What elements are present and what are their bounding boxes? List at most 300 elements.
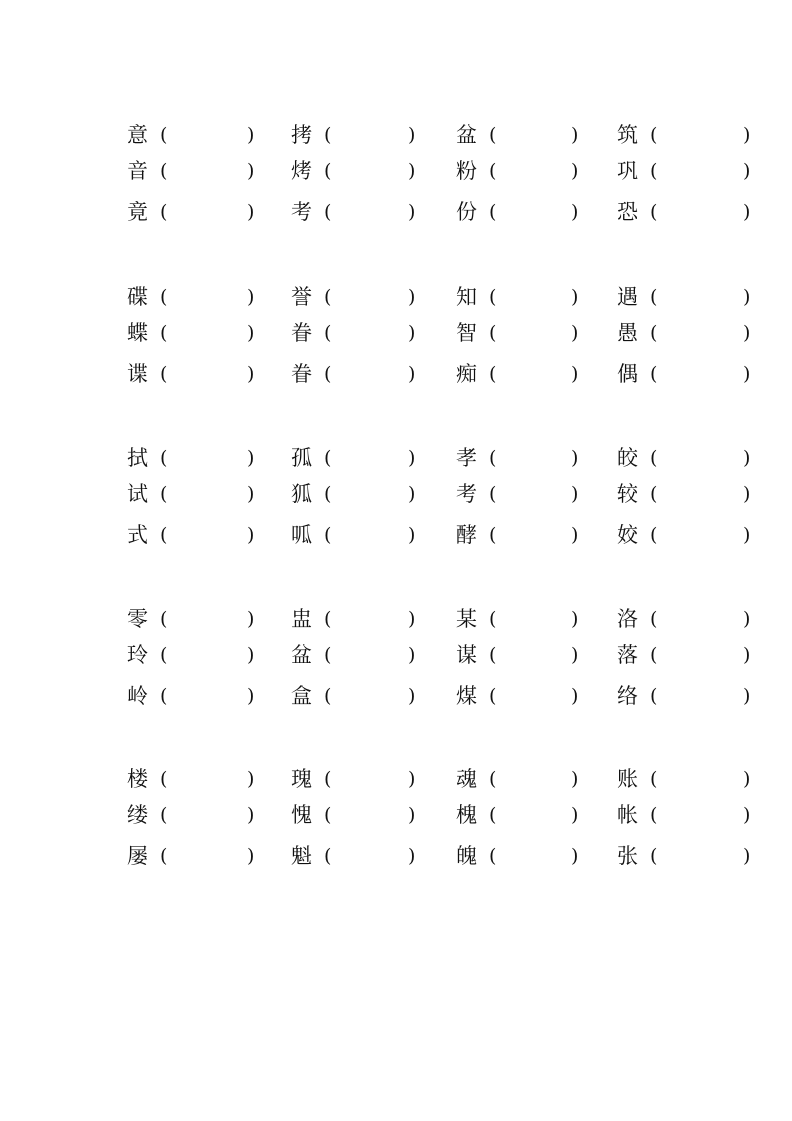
character-cell bbox=[456, 843, 616, 873]
pinyin-blank[interactable] bbox=[339, 524, 402, 548]
character-cell bbox=[617, 766, 777, 796]
pinyin-blank[interactable] bbox=[665, 768, 737, 792]
paren-open: ( bbox=[160, 322, 168, 344]
pinyin-blank[interactable] bbox=[175, 447, 241, 471]
hanzi-character: 烤 bbox=[291, 159, 312, 183]
character-cell bbox=[291, 606, 451, 636]
pinyin-blank[interactable] bbox=[504, 845, 565, 869]
paren-close: ) bbox=[408, 524, 416, 546]
paren-close: ) bbox=[743, 160, 751, 182]
character-cell bbox=[456, 642, 616, 672]
paren-close: ) bbox=[743, 322, 751, 344]
pinyin-blank[interactable] bbox=[339, 286, 402, 310]
paren-close: ) bbox=[571, 524, 579, 546]
paren-close: ) bbox=[408, 768, 416, 790]
paren-close: ) bbox=[743, 685, 751, 707]
paren-open: ( bbox=[650, 483, 658, 505]
pinyin-blank[interactable] bbox=[339, 447, 402, 471]
character-cell bbox=[617, 199, 777, 229]
paren-close: ) bbox=[408, 483, 416, 505]
hanzi-character: 姣 bbox=[617, 523, 638, 547]
hanzi-character: 意 bbox=[127, 123, 148, 147]
hanzi-character: 煤 bbox=[456, 684, 477, 708]
character-cell bbox=[291, 843, 451, 873]
pinyin-blank[interactable] bbox=[175, 483, 241, 507]
character-cell bbox=[617, 606, 777, 636]
pinyin-blank[interactable] bbox=[339, 201, 402, 225]
hanzi-character: 蝶 bbox=[127, 321, 148, 345]
paren-close: ) bbox=[247, 286, 255, 308]
hanzi-character: 考 bbox=[456, 482, 477, 506]
character-cell bbox=[291, 802, 451, 832]
pinyin-blank[interactable] bbox=[504, 804, 565, 828]
pinyin-blank[interactable] bbox=[665, 363, 737, 387]
hanzi-character: 瑰 bbox=[291, 767, 312, 791]
hanzi-character: 某 bbox=[456, 607, 477, 631]
hanzi-character: 魂 bbox=[456, 767, 477, 791]
paren-close: ) bbox=[571, 644, 579, 666]
pinyin-blank[interactable] bbox=[339, 363, 402, 387]
paren-close: ) bbox=[408, 685, 416, 707]
paren-close: ) bbox=[743, 768, 751, 790]
paren-close: ) bbox=[247, 845, 255, 867]
hanzi-character: 智 bbox=[456, 321, 477, 345]
paren-close: ) bbox=[408, 845, 416, 867]
character-cell bbox=[456, 320, 616, 350]
hanzi-character: 谍 bbox=[127, 362, 148, 386]
paren-open: ( bbox=[160, 768, 168, 790]
paren-close: ) bbox=[247, 804, 255, 826]
paren-close: ) bbox=[247, 685, 255, 707]
paren-open: ( bbox=[650, 608, 658, 630]
paren-close: ) bbox=[408, 286, 416, 308]
character-cell bbox=[291, 284, 451, 314]
paren-close: ) bbox=[247, 644, 255, 666]
pinyin-blank[interactable] bbox=[504, 768, 565, 792]
pinyin-blank[interactable] bbox=[504, 160, 565, 184]
paren-open: ( bbox=[160, 845, 168, 867]
hanzi-character: 屡 bbox=[127, 844, 148, 868]
character-cell bbox=[456, 361, 616, 391]
paren-close: ) bbox=[408, 644, 416, 666]
paren-close: ) bbox=[408, 804, 416, 826]
character-cell bbox=[456, 122, 616, 152]
character-cell bbox=[127, 361, 287, 391]
hanzi-character: 孝 bbox=[456, 446, 477, 470]
character-cell bbox=[291, 642, 451, 672]
pinyin-blank[interactable] bbox=[339, 322, 402, 346]
paren-open: ( bbox=[489, 483, 497, 505]
pinyin-blank[interactable] bbox=[339, 483, 402, 507]
character-cell bbox=[127, 481, 287, 511]
character-cell bbox=[127, 199, 287, 229]
paren-close: ) bbox=[247, 447, 255, 469]
paren-open: ( bbox=[489, 804, 497, 826]
hanzi-character: 眷 bbox=[291, 362, 312, 386]
pinyin-blank[interactable] bbox=[504, 363, 565, 387]
pinyin-blank[interactable] bbox=[175, 804, 241, 828]
hanzi-character: 酵 bbox=[456, 523, 477, 547]
paren-open: ( bbox=[489, 644, 497, 666]
pinyin-blank[interactable] bbox=[665, 124, 737, 148]
hanzi-character: 痴 bbox=[456, 362, 477, 386]
paren-close: ) bbox=[571, 685, 579, 707]
hanzi-character: 呱 bbox=[291, 523, 312, 547]
pinyin-blank[interactable] bbox=[665, 201, 737, 225]
paren-close: ) bbox=[571, 804, 579, 826]
paren-close: ) bbox=[743, 363, 751, 385]
hanzi-character: 偶 bbox=[617, 362, 638, 386]
paren-close: ) bbox=[743, 124, 751, 146]
paren-close: ) bbox=[247, 524, 255, 546]
character-cell bbox=[617, 522, 777, 552]
pinyin-blank[interactable] bbox=[665, 644, 737, 668]
hanzi-character: 考 bbox=[291, 200, 312, 224]
paren-open: ( bbox=[160, 286, 168, 308]
pinyin-blank[interactable] bbox=[339, 804, 402, 828]
paren-close: ) bbox=[743, 201, 751, 223]
paren-close: ) bbox=[743, 644, 751, 666]
character-cell bbox=[291, 199, 451, 229]
paren-close: ) bbox=[408, 124, 416, 146]
character-cell bbox=[127, 843, 287, 873]
pinyin-blank[interactable] bbox=[175, 768, 241, 792]
hanzi-character: 槐 bbox=[456, 803, 477, 827]
pinyin-blank[interactable] bbox=[504, 124, 565, 148]
pinyin-blank[interactable] bbox=[175, 201, 241, 225]
pinyin-blank[interactable] bbox=[175, 644, 241, 668]
pinyin-blank[interactable] bbox=[665, 483, 737, 507]
paren-open: ( bbox=[650, 322, 658, 344]
hanzi-character: 落 bbox=[617, 643, 638, 667]
pinyin-blank[interactable] bbox=[504, 524, 565, 548]
character-cell bbox=[291, 320, 451, 350]
character-cell bbox=[456, 606, 616, 636]
pinyin-blank[interactable] bbox=[175, 322, 241, 346]
hanzi-character: 拭 bbox=[127, 446, 148, 470]
hanzi-character: 恐 bbox=[617, 200, 638, 224]
character-cell bbox=[291, 158, 451, 188]
character-cell bbox=[291, 522, 451, 552]
character-cell bbox=[127, 284, 287, 314]
pinyin-blank[interactable] bbox=[504, 685, 565, 709]
pinyin-blank[interactable] bbox=[175, 524, 241, 548]
character-cell bbox=[617, 843, 777, 873]
pinyin-blank[interactable] bbox=[175, 845, 241, 869]
pinyin-blank[interactable] bbox=[175, 608, 241, 632]
hanzi-character: 帐 bbox=[617, 803, 638, 827]
pinyin-blank[interactable] bbox=[175, 685, 241, 709]
hanzi-character: 知 bbox=[456, 285, 477, 309]
paren-open: ( bbox=[489, 608, 497, 630]
pinyin-blank[interactable] bbox=[665, 608, 737, 632]
pinyin-blank[interactable] bbox=[504, 286, 565, 310]
character-cell bbox=[456, 284, 616, 314]
paren-close: ) bbox=[247, 363, 255, 385]
hanzi-character: 竟 bbox=[127, 200, 148, 224]
character-cell bbox=[617, 158, 777, 188]
paren-open: ( bbox=[650, 804, 658, 826]
paren-open: ( bbox=[489, 447, 497, 469]
paren-close: ) bbox=[247, 201, 255, 223]
character-cell bbox=[127, 642, 287, 672]
paren-close: ) bbox=[571, 483, 579, 505]
character-cell bbox=[127, 320, 287, 350]
paren-open: ( bbox=[489, 322, 497, 344]
hanzi-character: 份 bbox=[456, 200, 477, 224]
paren-close: ) bbox=[571, 124, 579, 146]
paren-close: ) bbox=[743, 483, 751, 505]
paren-close: ) bbox=[408, 201, 416, 223]
pinyin-blank[interactable] bbox=[339, 845, 402, 869]
hanzi-character: 巩 bbox=[617, 159, 638, 183]
paren-close: ) bbox=[408, 608, 416, 630]
pinyin-blank[interactable] bbox=[339, 124, 402, 148]
pinyin-blank[interactable] bbox=[339, 768, 402, 792]
paren-open: ( bbox=[160, 363, 168, 385]
pinyin-blank[interactable] bbox=[665, 322, 737, 346]
hanzi-character: 狐 bbox=[291, 482, 312, 506]
paren-close: ) bbox=[247, 160, 255, 182]
hanzi-character: 式 bbox=[127, 523, 148, 547]
paren-open: ( bbox=[160, 124, 168, 146]
paren-open: ( bbox=[489, 685, 497, 707]
character-cell bbox=[617, 122, 777, 152]
paren-open: ( bbox=[650, 160, 658, 182]
character-cell bbox=[617, 445, 777, 475]
pinyin-blank[interactable] bbox=[339, 644, 402, 668]
character-cell bbox=[291, 683, 451, 713]
paren-open: ( bbox=[324, 644, 332, 666]
pinyin-blank[interactable] bbox=[504, 447, 565, 471]
pinyin-blank[interactable] bbox=[665, 845, 737, 869]
paren-open: ( bbox=[324, 201, 332, 223]
paren-open: ( bbox=[160, 804, 168, 826]
paren-open: ( bbox=[324, 608, 332, 630]
character-cell bbox=[127, 606, 287, 636]
hanzi-character: 眷 bbox=[291, 321, 312, 345]
hanzi-character: 皎 bbox=[617, 446, 638, 470]
paren-open: ( bbox=[650, 447, 658, 469]
character-cell bbox=[456, 766, 616, 796]
pinyin-blank[interactable] bbox=[175, 124, 241, 148]
hanzi-character: 碟 bbox=[127, 285, 148, 309]
pinyin-blank[interactable] bbox=[665, 447, 737, 471]
pinyin-blank[interactable] bbox=[175, 286, 241, 310]
paren-close: ) bbox=[571, 608, 579, 630]
pinyin-blank[interactable] bbox=[175, 363, 241, 387]
paren-open: ( bbox=[324, 447, 332, 469]
pinyin-blank[interactable] bbox=[665, 804, 737, 828]
character-cell bbox=[127, 158, 287, 188]
character-cell bbox=[291, 481, 451, 511]
character-cell bbox=[456, 522, 616, 552]
pinyin-blank[interactable] bbox=[339, 160, 402, 184]
hanzi-character: 谋 bbox=[456, 643, 477, 667]
paren-close: ) bbox=[247, 322, 255, 344]
pinyin-blank[interactable] bbox=[665, 286, 737, 310]
paren-open: ( bbox=[650, 768, 658, 790]
paren-open: ( bbox=[650, 685, 658, 707]
hanzi-character: 愚 bbox=[617, 321, 638, 345]
paren-open: ( bbox=[650, 201, 658, 223]
paren-open: ( bbox=[489, 524, 497, 546]
hanzi-character: 洛 bbox=[617, 607, 638, 631]
paren-close: ) bbox=[408, 160, 416, 182]
paren-open: ( bbox=[160, 685, 168, 707]
hanzi-character: 缕 bbox=[127, 803, 148, 827]
paren-close: ) bbox=[743, 845, 751, 867]
hanzi-character: 络 bbox=[617, 684, 638, 708]
pinyin-blank[interactable] bbox=[339, 685, 402, 709]
character-cell bbox=[617, 642, 777, 672]
paren-open: ( bbox=[160, 644, 168, 666]
hanzi-character: 粉 bbox=[456, 159, 477, 183]
paren-open: ( bbox=[324, 768, 332, 790]
paren-open: ( bbox=[489, 124, 497, 146]
hanzi-character: 筑 bbox=[617, 123, 638, 147]
hanzi-character: 遇 bbox=[617, 285, 638, 309]
hanzi-character: 音 bbox=[127, 159, 148, 183]
hanzi-character: 盅 bbox=[291, 607, 312, 631]
hanzi-character: 愧 bbox=[291, 803, 312, 827]
character-cell bbox=[291, 361, 451, 391]
paren-close: ) bbox=[571, 447, 579, 469]
paren-open: ( bbox=[489, 363, 497, 385]
paren-open: ( bbox=[324, 524, 332, 546]
paren-open: ( bbox=[160, 483, 168, 505]
paren-close: ) bbox=[247, 483, 255, 505]
hanzi-character: 玲 bbox=[127, 643, 148, 667]
paren-open: ( bbox=[160, 447, 168, 469]
hanzi-character: 试 bbox=[127, 482, 148, 506]
paren-open: ( bbox=[489, 845, 497, 867]
pinyin-blank[interactable] bbox=[339, 608, 402, 632]
character-cell bbox=[617, 481, 777, 511]
character-cell bbox=[127, 683, 287, 713]
paren-open: ( bbox=[324, 322, 332, 344]
paren-open: ( bbox=[324, 483, 332, 505]
paren-close: ) bbox=[408, 322, 416, 344]
paren-close: ) bbox=[571, 322, 579, 344]
paren-close: ) bbox=[247, 608, 255, 630]
paren-open: ( bbox=[650, 845, 658, 867]
pinyin-blank[interactable] bbox=[175, 160, 241, 184]
character-cell bbox=[456, 481, 616, 511]
hanzi-character: 魄 bbox=[456, 844, 477, 868]
pinyin-blank[interactable] bbox=[665, 685, 737, 709]
character-cell bbox=[617, 361, 777, 391]
paren-open: ( bbox=[324, 804, 332, 826]
character-cell bbox=[456, 199, 616, 229]
paren-open: ( bbox=[489, 286, 497, 308]
paren-open: ( bbox=[160, 608, 168, 630]
character-cell bbox=[291, 766, 451, 796]
paren-open: ( bbox=[489, 201, 497, 223]
paren-close: ) bbox=[743, 524, 751, 546]
character-cell bbox=[127, 445, 287, 475]
hanzi-character: 盆 bbox=[456, 123, 477, 147]
hanzi-character: 盒 bbox=[291, 684, 312, 708]
character-cell bbox=[456, 158, 616, 188]
paren-close: ) bbox=[408, 447, 416, 469]
paren-open: ( bbox=[160, 524, 168, 546]
paren-close: ) bbox=[571, 160, 579, 182]
paren-close: ) bbox=[571, 286, 579, 308]
hanzi-character: 拷 bbox=[291, 123, 312, 147]
paren-open: ( bbox=[489, 768, 497, 790]
paren-open: ( bbox=[489, 160, 497, 182]
paren-close: ) bbox=[571, 363, 579, 385]
character-cell bbox=[127, 522, 287, 552]
character-cell bbox=[456, 445, 616, 475]
character-cell bbox=[617, 284, 777, 314]
paren-close: ) bbox=[743, 286, 751, 308]
paren-close: ) bbox=[571, 845, 579, 867]
character-cell bbox=[456, 802, 616, 832]
character-cell bbox=[456, 683, 616, 713]
paren-open: ( bbox=[324, 845, 332, 867]
paren-open: ( bbox=[650, 124, 658, 146]
pinyin-blank[interactable] bbox=[665, 524, 737, 548]
character-cell bbox=[291, 445, 451, 475]
character-cell bbox=[127, 802, 287, 832]
paren-close: ) bbox=[743, 804, 751, 826]
paren-open: ( bbox=[650, 524, 658, 546]
pinyin-blank[interactable] bbox=[504, 322, 565, 346]
paren-close: ) bbox=[743, 608, 751, 630]
pinyin-blank[interactable] bbox=[504, 608, 565, 632]
character-cell bbox=[617, 802, 777, 832]
paren-close: ) bbox=[743, 447, 751, 469]
hanzi-character: 盆 bbox=[291, 643, 312, 667]
paren-open: ( bbox=[160, 201, 168, 223]
hanzi-character: 零 bbox=[127, 607, 148, 631]
hanzi-character: 誉 bbox=[291, 285, 312, 309]
paren-close: ) bbox=[408, 363, 416, 385]
paren-close: ) bbox=[571, 768, 579, 790]
pinyin-blank[interactable] bbox=[504, 201, 565, 225]
hanzi-character: 张 bbox=[617, 844, 638, 868]
paren-open: ( bbox=[324, 363, 332, 385]
hanzi-character: 岭 bbox=[127, 684, 148, 708]
pinyin-blank[interactable] bbox=[504, 644, 565, 668]
paren-open: ( bbox=[650, 644, 658, 666]
paren-close: ) bbox=[247, 124, 255, 146]
paren-open: ( bbox=[324, 160, 332, 182]
paren-open: ( bbox=[650, 286, 658, 308]
character-cell bbox=[617, 320, 777, 350]
hanzi-character: 楼 bbox=[127, 767, 148, 791]
paren-open: ( bbox=[324, 685, 332, 707]
character-cell bbox=[127, 122, 287, 152]
character-cell bbox=[127, 766, 287, 796]
paren-open: ( bbox=[324, 286, 332, 308]
paren-open: ( bbox=[160, 160, 168, 182]
pinyin-blank[interactable] bbox=[504, 483, 565, 507]
character-cell bbox=[291, 122, 451, 152]
paren-open: ( bbox=[324, 124, 332, 146]
hanzi-character: 账 bbox=[617, 767, 638, 791]
hanzi-character: 较 bbox=[617, 482, 638, 506]
hanzi-character: 孤 bbox=[291, 446, 312, 470]
hanzi-character: 魁 bbox=[291, 844, 312, 868]
pinyin-blank[interactable] bbox=[665, 160, 737, 184]
paren-open: ( bbox=[650, 363, 658, 385]
character-cell bbox=[617, 683, 777, 713]
paren-close: ) bbox=[247, 768, 255, 790]
paren-close: ) bbox=[571, 201, 579, 223]
